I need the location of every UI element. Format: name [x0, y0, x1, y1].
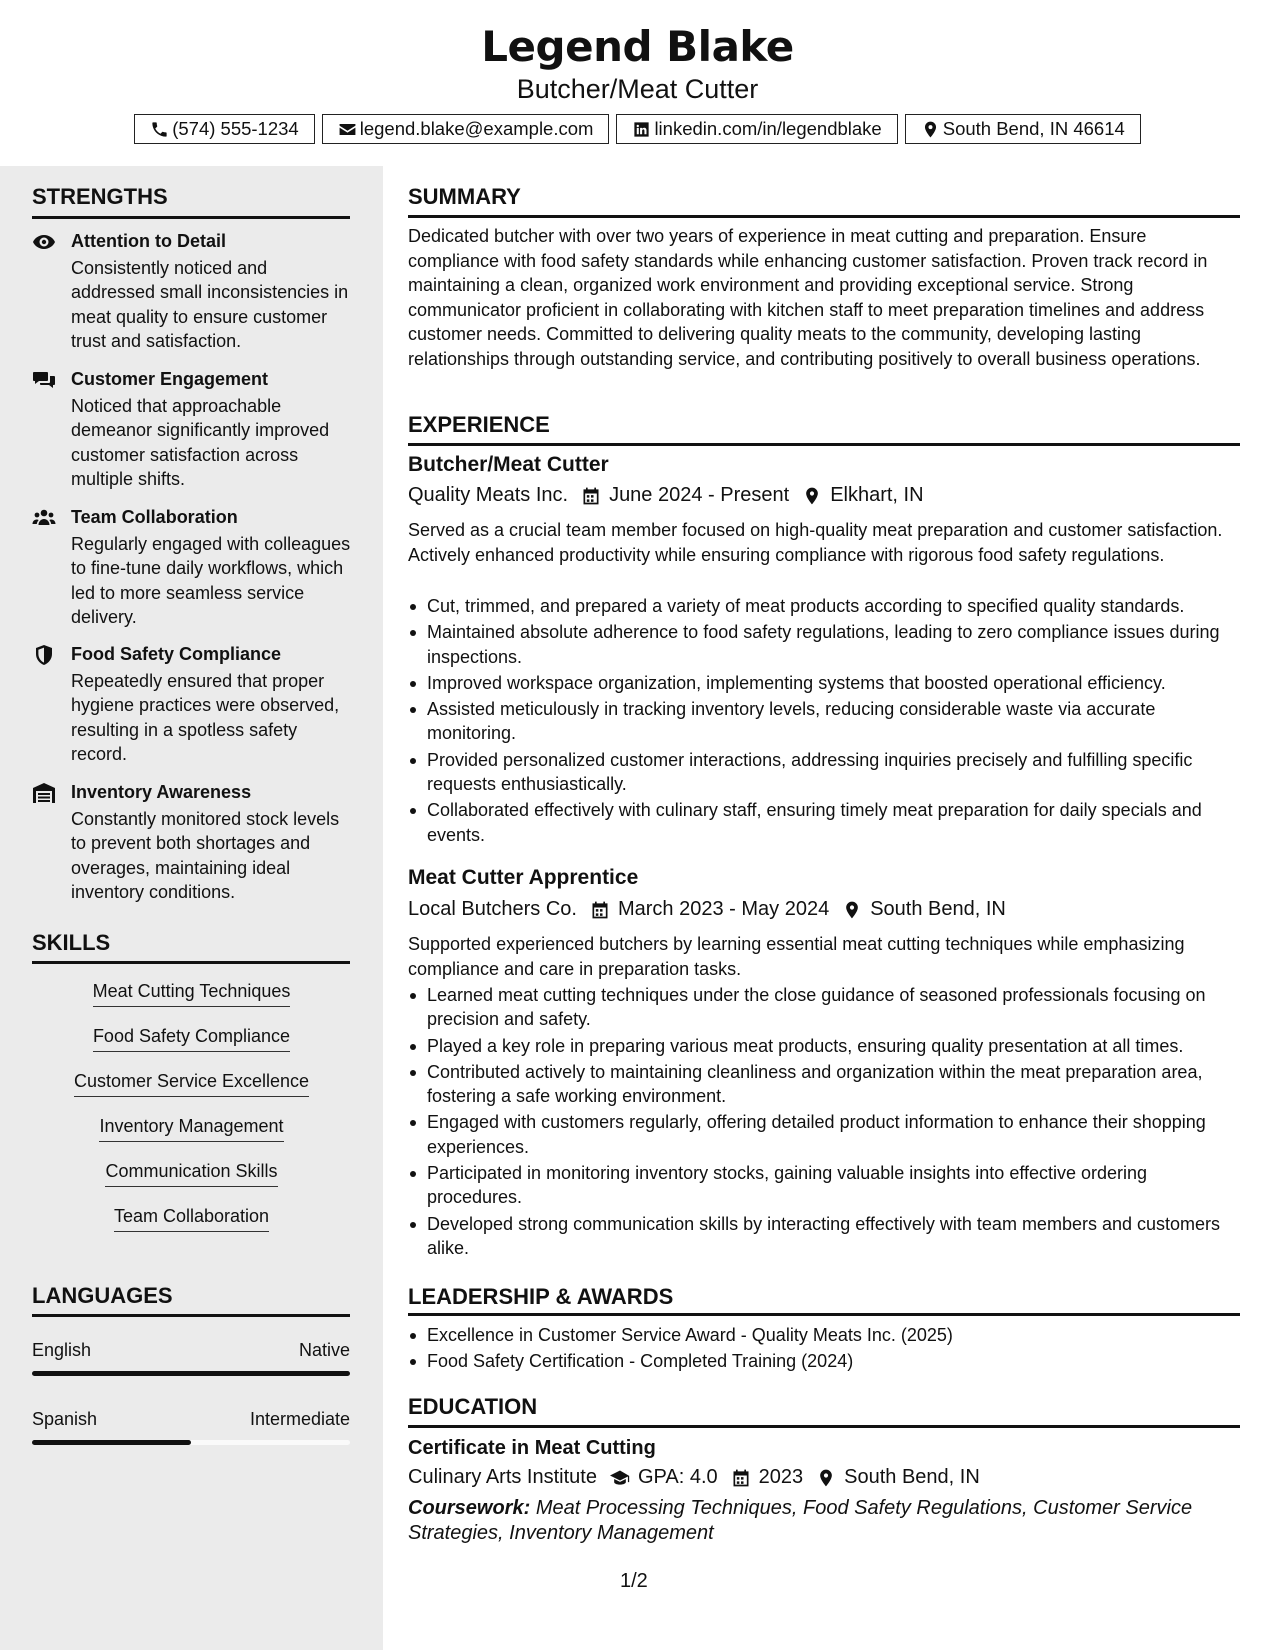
skill-label: Communication Skills — [105, 1161, 277, 1187]
languages-rule — [32, 1314, 350, 1317]
job-dates: March 2023 - May 2024 — [617, 898, 830, 920]
job-bullet: Participated in monitoring inventory stocks, gaining valuable insights into effective ordering procedures. — [408, 1161, 1240, 1210]
strengths-heading: STRENGTHS — [32, 184, 168, 209]
strength-title: Food Safety Compliance — [71, 644, 282, 664]
education-meta — [408, 1466, 980, 1489]
job-title: Butcher/Meat Cutter — [408, 453, 609, 476]
job-bullet: Cut, trimmed, and prepared a variety of meat products according to specified quality standards. — [408, 594, 1240, 618]
contact-linkedin[interactable] — [616, 114, 897, 144]
skill-item — [0, 1071, 383, 1097]
education-heading: EDUCATION — [408, 1394, 538, 1419]
job-bullet: Improved workspace organization, implementing systems that boosted operational efficiency. — [408, 671, 1240, 695]
skill-item — [0, 1161, 383, 1187]
skill-item — [0, 1116, 383, 1142]
job-bullet: Assisted meticulously in tracking inventory levels, reducing considerable waste via accurate monitoring. — [408, 697, 1240, 746]
comments-icon — [32, 369, 56, 391]
language-row — [32, 1409, 350, 1430]
skill-label: Meat Cutting Techniques — [93, 981, 291, 1007]
awards-heading: LEADERSHIP & AWARDS — [408, 1284, 674, 1309]
education-gpa: GPA: 4.0 — [637, 1466, 718, 1488]
strength-desc: Consistently noticed and addressed small inconsistencies in meat quality to ensure customer trust and satisfaction. — [71, 258, 349, 352]
education-rule — [408, 1425, 1240, 1428]
job-bullets — [408, 983, 1240, 1262]
experience-heading: EXPERIENCE — [408, 412, 550, 437]
awards-rule — [408, 1313, 1240, 1316]
skill-label: Food Safety Compliance — [93, 1026, 290, 1052]
job-title: Meat Cutter Apprentice — [408, 866, 639, 889]
strength-title: Inventory Awareness — [71, 782, 252, 802]
job-meta — [408, 898, 1006, 921]
skill-item — [0, 1206, 383, 1232]
contact-email[interactable] — [322, 114, 610, 144]
candidate-title: Butcher/Meat Cutter — [516, 74, 759, 104]
map-pin-icon — [921, 120, 940, 139]
job-bullet: Collaborated effectively with culinary staff, ensuring timely meat preparation for daily specials and events. — [408, 798, 1240, 847]
languages-heading: LANGUAGES — [32, 1283, 173, 1308]
strength-title: Attention to Detail — [71, 231, 226, 251]
awards-list — [408, 1323, 1240, 1376]
phone-icon — [150, 120, 169, 139]
skill-label: Customer Service Excellence — [74, 1071, 309, 1097]
job-summary: Served as a crucial team member focused on high-quality meat preparation and customer satisfaction. Actively enhanced productivity while ensuring compliance with rigorous food safety regulations. — [408, 520, 1223, 565]
job-company: Quality Meats Inc. — [408, 484, 569, 506]
job-meta — [408, 484, 924, 507]
summary-text: Dedicated butcher with over two years of experience in meat cutting and preparation. Ensure compliance with food safety standards while enhancing customer satisfaction. Proven track record in maintaining a clean, organized work environment and providing exceptional service. Strong communicator proficient in collaborating with kitchen staff to meet preparation timelines and address customer needs. Committed to delivering quality meats to the community, developing lasting relationships through outstanding service, and contributing positively to overall business operations. — [408, 226, 1208, 369]
language-level: Native — [298, 1340, 350, 1360]
contact-bar — [0, 114, 1275, 144]
skill-item — [0, 1026, 383, 1052]
job-bullet: Developed strong communication skills by interacting effectively with team members and customers alike. — [408, 1212, 1240, 1261]
linkedin-icon — [632, 120, 651, 139]
contact-location-text: South Bend, IN 46614 — [942, 118, 1125, 139]
map-pin-icon — [802, 486, 822, 506]
job-bullet: Played a key role in preparing various meat products, ensuring quality presentation at all times. — [408, 1034, 1240, 1058]
contact-email-text: legend.blake@example.com — [359, 118, 594, 139]
calendar-icon — [590, 900, 610, 920]
education-school: Culinary Arts Institute — [408, 1466, 597, 1488]
strength-desc: Constantly monitored stock levels to prevent both shortages and overages, maintaining ideal inventory conditions. — [71, 809, 340, 903]
strengths-rule — [32, 216, 350, 219]
job-bullet: Provided personalized customer interactions, addressing inquiries precisely and fulfilling specific requests enthusiastically. — [408, 748, 1240, 797]
award-item: Food Safety Certification - Completed Training (2024) — [408, 1349, 1240, 1373]
education-coursework — [408, 1496, 1240, 1546]
education-year: 2023 — [758, 1466, 804, 1488]
job-dates: June 2024 - Present — [609, 484, 790, 506]
map-pin-icon — [816, 1468, 836, 1488]
job-summary: Supported experienced butchers by learning essential meat cutting techniques while emphasizing compliance and care in preparation tasks. — [408, 934, 1185, 979]
strength-desc: Noticed that approachable demeanor significantly improved customer satisfaction across multiple shifts. — [71, 396, 330, 490]
job-bullet: Contributed actively to maintaining cleanliness and organization within the meat preparation area, fostering a safe working environment. — [408, 1060, 1240, 1109]
eye-icon — [32, 231, 56, 253]
graduation-cap-icon — [610, 1468, 630, 1488]
strength-desc: Regularly engaged with colleagues to fine-tune daily workflows, which led to more seamless service delivery. — [71, 534, 351, 628]
contact-phone[interactable] — [134, 114, 315, 144]
skill-item — [0, 981, 383, 1007]
job-company: Local Butchers Co. — [408, 898, 577, 920]
calendar-icon — [581, 486, 601, 506]
shield-icon — [32, 644, 56, 666]
map-pin-icon — [842, 900, 862, 920]
language-proficiency-fill — [32, 1440, 191, 1445]
experience-rule — [408, 443, 1240, 446]
job-location: South Bend, IN — [870, 898, 1006, 920]
resume-header — [0, 0, 1275, 166]
language-name: English — [32, 1340, 92, 1360]
job-bullet: Learned meat cutting techniques under the close guidance of seasoned professionals focusing on precision and safety. — [408, 983, 1240, 1032]
education-degree: Certificate in Meat Cutting — [408, 1437, 656, 1459]
coursework-label: Coursework: — [408, 1497, 531, 1519]
skills-heading: SKILLS — [32, 930, 111, 955]
coursework-text: Meat Processing Techniques, Food Safety Regulations, Customer Service Strategies, Inventory Management — [408, 1497, 1193, 1544]
language-proficiency-bar — [32, 1371, 350, 1376]
language-proficiency-fill — [32, 1371, 350, 1376]
contact-phone-text: (574) 555-1234 — [172, 118, 299, 139]
skill-label: Team Collaboration — [114, 1206, 269, 1232]
job-bullets — [408, 594, 1240, 849]
language-row — [32, 1340, 350, 1361]
summary-heading: SUMMARY — [408, 184, 521, 209]
users-icon — [32, 507, 56, 529]
warehouse-icon — [32, 782, 56, 804]
language-proficiency-bar — [32, 1440, 350, 1445]
sidebar — [0, 166, 383, 1650]
page-number: 1/2 — [620, 1570, 648, 1592]
summary-rule — [408, 215, 1240, 218]
award-item: Excellence in Customer Service Award - Quality Meats Inc. (2025) — [408, 1323, 1240, 1347]
language-level: Intermediate — [249, 1409, 350, 1429]
job-bullet: Maintained absolute adherence to food safety regulations, leading to zero compliance issues during inspections. — [408, 620, 1240, 669]
education-location: South Bend, IN — [844, 1466, 980, 1488]
skill-label: Inventory Management — [99, 1116, 283, 1142]
job-bullet: Engaged with customers regularly, offering detailed product information to enhance their shopping experiences. — [408, 1110, 1240, 1159]
language-name: Spanish — [32, 1409, 98, 1429]
envelope-icon — [338, 120, 357, 139]
contact-linkedin-text: linkedin.com/in/legendblake — [654, 118, 882, 139]
contact-location — [905, 114, 1141, 144]
strength-title: Team Collaboration — [71, 507, 238, 527]
skills-rule — [32, 961, 350, 964]
strength-desc: Repeatedly ensured that proper hygiene practices were observed, resulting in a spotless safety record. — [71, 671, 340, 765]
candidate-name: Legend Blake — [481, 22, 794, 71]
calendar-icon — [731, 1468, 751, 1488]
strength-title: Customer Engagement — [71, 369, 269, 389]
job-location: Elkhart, IN — [830, 484, 924, 506]
